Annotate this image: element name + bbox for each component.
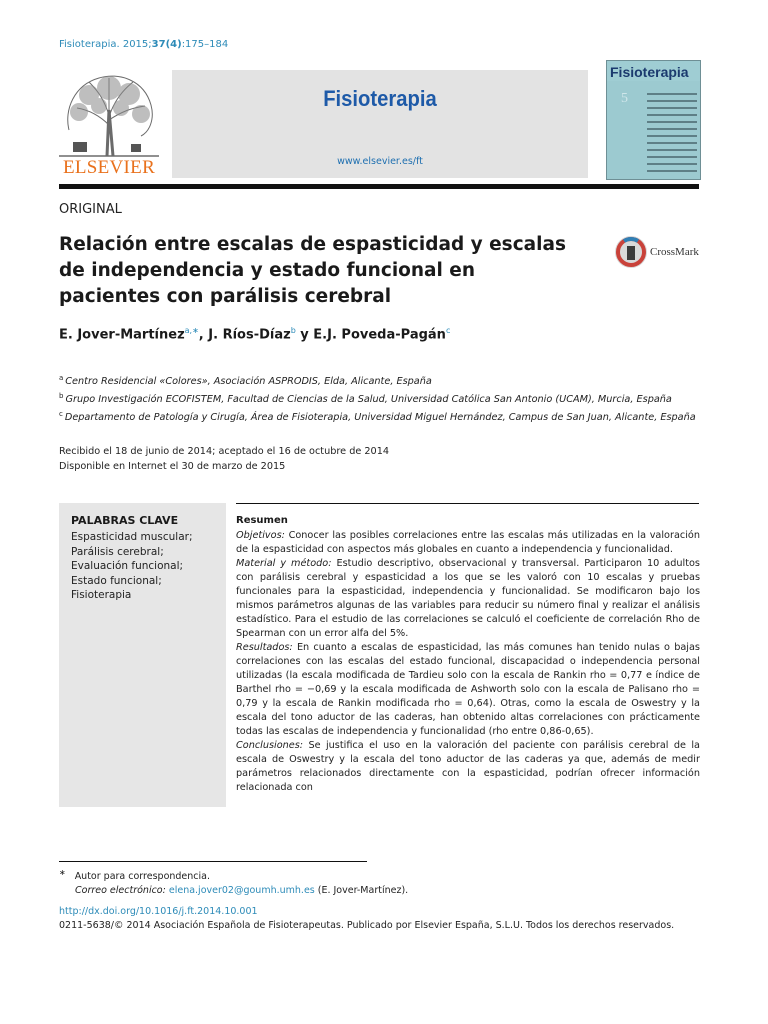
online-date: Disponible en Internet el 30 de marzo de 2015 [59,461,286,472]
journal-banner [172,70,588,178]
article-dates [59,444,389,474]
citation-pages: :175–184 [181,39,229,50]
author-affiliation-marker[interactable]: c [445,326,451,335]
doi-link[interactable]: http://dx.doi.org/10.1016/j.ft.2014.10.001 [59,906,258,917]
email-suffix: (E. Jover-Martínez). [314,885,409,897]
correspondence-footnote [59,866,408,898]
author-separator: , [198,327,209,343]
email-label: Correo electrónico: [75,885,166,897]
citation-journal: Fisioterapia. 2015; [59,39,152,50]
keyword-item: Fisioterapia [71,589,132,601]
author-name: E. Jover-Martínez [59,327,185,343]
author-affiliation-marker[interactable]: b [290,326,296,335]
author-name: E.J. Poveda-Pagán [313,327,446,343]
keywords-list [71,530,221,603]
cover-issue-number: 5 [621,91,628,106]
author-list [59,326,450,342]
crossmark-label: CrossMark [650,246,699,258]
abstract-section: Conclusiones: Se justifica el uso en la valoración del paciente con parálisis cerebral de la escala de Oswestry y la escala del tono aductor de las caderas ya que, además de medir parámetros relacionados directamente con la espasticidad, podrían ofrecer información relacionada con [236,740,700,793]
footnote-divider [59,861,367,862]
keyword-item: Espasticidad muscular; [71,531,193,543]
copyright-notice: 0211-5638/© 2014 Asociación Española de Fisioterapeutas. Publicado por Elsevier España, S.L.U. Todos los derechos reservados. [59,920,675,931]
abstract-body [236,529,700,795]
keywords-box [59,503,226,807]
affiliation-item: $^a$ Centro Residencial «Colores», Asociación ASPRODIS, Elda, Alicante, España [59,374,432,388]
received-date: Recibido el 18 de junio de 2014; aceptado el 16 de octubre de 2014 [59,446,390,457]
affiliation-item: $^b$ Grupo Investigación ECOFISTEM, Facultad de Ciencias de la Salud, Universidad Católica San Antonio (UCAM), Murcia, España [59,392,672,406]
author-name: J. Ríos-Díaz [208,327,291,343]
article-title: Relación entre escalas de espasticidad y escalas de independencia y estado funcional en pacientes con parálisis cerebral [59,234,566,307]
cover-title: Fisioterapia [610,64,689,80]
cover-contents-lines [647,93,697,177]
abstract-section: Resultados: En cuanto a escalas de espasticidad, las más comunes han tenido nulas o bajas correlaciones con las escalas del estado funcional, discapacidad o independencia personal utilizadas (la escala modificada de Tardieu solo con la escala de Rankin rho = 0,77 e índice de Barthel rho = −0,69 y la escala modificada de Ashworth solo con la escala de Palisano rho = 0,79 y la escala de Rankin modificada rho = 0,64). Otras, como la escala de Oswestry y la escala del tono aductor de las caderas, han obtenido altas correlaciones con prácticamente todas las escalas de independencia y funcionalidad (rho entre 0,86-0,65). [236,642,700,737]
affiliations [59,371,699,426]
abstract-section: Material y método: Estudio descriptivo, observacional y transversal. Participaron 10 adultos con parálisis cerebral y espasticidad a los que se les valoró con 10 escalas y pruebas funcionales para la espasticidad, independencia y funcionalidad. Se modificaron bajo los mismos parámetros algunas de las variables para reducir su número final y realizar el análisis estadístico. Para el estudio de las correlaciones se calculó el coeficiente de correlación Rho de Spearman con un error alfa del 5%. [236,558,700,639]
citation-volume: 37 [151,39,166,50]
keyword-item: Estado funcional; [71,574,162,587]
journal-cover-thumbnail [606,60,701,180]
journal-url-link[interactable]: www.elsevier.es/ft [337,156,423,167]
journal-citation[interactable] [59,39,228,50]
article-section-label: ORIGINAL [59,202,122,217]
author-email-link[interactable]: elena.jover02@goumh.umh.es [168,885,315,897]
header-divider [59,184,699,189]
affiliation-item: $^c$ Departamento de Patología y Cirugía, Área de Fisioterapia, Universidad Miguel Hernández, Campus de San Juan, Alicante, España [59,410,696,424]
journal-title: Fisioterapia [323,86,437,111]
keywords-heading: PALABRAS CLAVE [71,514,179,527]
author-affiliation-marker[interactable]: a,∗ [184,326,199,335]
crossmark-icon [614,235,648,269]
author-separator: y [295,327,314,343]
keyword-item: Evaluación funcional; [71,560,184,572]
correspondence-label: Autor para correspondencia. [74,871,210,883]
keyword-item: Parálisis cerebral; [71,545,164,558]
abstract-heading: Resumen [236,515,288,526]
footnote-marker: ∗ [59,868,66,877]
abstract-section: Objetivos: Conocer las posibles correlaciones entre las escalas más utilizadas en la valoración de la espasticidad con aspectos más globales en cuanto a independencia y funcionalidad. [236,530,700,555]
publisher-name: ELSEVIER [62,157,156,178]
abstract-divider [236,503,699,504]
citation-issue: (4) [165,39,182,50]
